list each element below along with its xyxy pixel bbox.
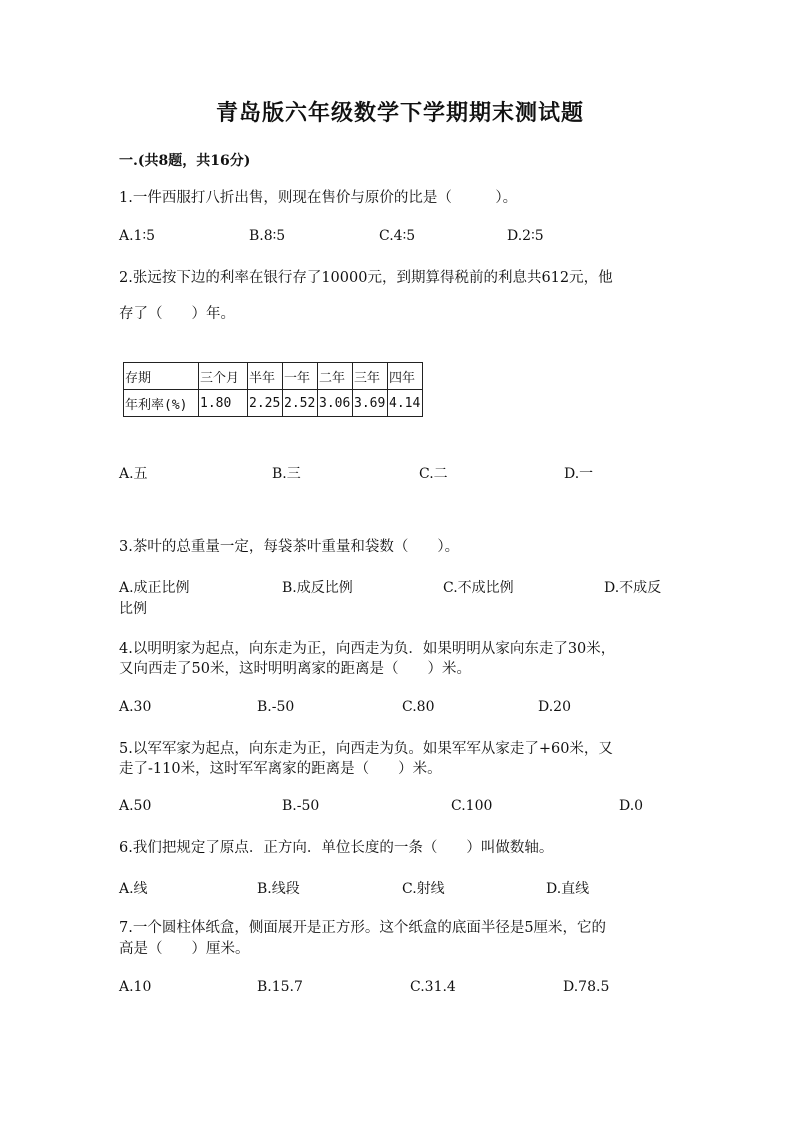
q2-option-b: B.三 <box>272 466 301 482</box>
table-cell: 1.80 <box>199 390 248 417</box>
q6-option-b: B.线段 <box>257 881 300 897</box>
q4-option-d: D.20 <box>538 699 571 715</box>
q1-option-a: A.1∶5 <box>119 228 156 244</box>
q5-option-c: C.100 <box>451 798 493 814</box>
q2-option-c: C.二 <box>419 466 448 482</box>
q1-option-c: C.4∶5 <box>379 228 416 244</box>
table-cell: 4.14 <box>388 390 423 417</box>
q1-option-d: D.2∶5 <box>507 228 544 244</box>
table-header-cell: 存期 <box>124 363 199 390</box>
table-cell: 年利率(%) <box>124 390 199 417</box>
q7-option-b: B.15.7 <box>257 979 303 995</box>
question-2-line-1: 2.张远按下边的利率在银行存了10000元，到期算得税前的利息共612元，他 <box>119 270 613 286</box>
table-cell: 2.52 <box>283 390 318 417</box>
table-header-cell: 一年 <box>283 363 318 390</box>
q3-option-c: C.不成比例 <box>443 580 514 596</box>
table-cell: 3.69 <box>353 390 388 417</box>
q5-option-b: B.-50 <box>282 798 320 814</box>
page-title: 青岛版六年级数学下学期期末测试题 <box>215 100 584 126</box>
q4-option-a: A.30 <box>119 699 152 715</box>
table-header-cell: 三个月 <box>199 363 248 390</box>
table-header-cell: 半年 <box>248 363 283 390</box>
q6-option-d: D.直线 <box>546 881 590 897</box>
q4-option-c: C.80 <box>402 699 435 715</box>
table-cell: 3.06 <box>318 390 353 417</box>
question-4-line-1: 4.以明明家为起点，向东走为正，向西走为负．如果明明从家向东走了30米， <box>119 641 616 657</box>
q2-option-a: A.五 <box>119 466 148 482</box>
q5-option-a: A.50 <box>119 798 152 814</box>
question-7-line-1: 7.一个圆柱体纸盒，侧面展开是正方形。这个纸盒的底面半径是5厘米，它的 <box>119 920 607 936</box>
q3-option-b: B.成反比例 <box>282 580 353 596</box>
q7-option-a: A.10 <box>119 979 152 995</box>
table-header-row <box>124 363 423 390</box>
q3-option-d: D.不成反 <box>604 580 662 596</box>
question-3-text: 3.茶叶的总重量一定，每袋茶叶重量和袋数（ ）。 <box>119 539 460 555</box>
question-5-line-2: 走了-110米，这时军军离家的距离是（ ）米。 <box>119 761 442 777</box>
question-7-line-2: 高是（ ）厘米。 <box>119 941 250 957</box>
q5-option-d: D.0 <box>619 798 644 814</box>
section-heading: 一.(共8题，共16分) <box>119 153 251 169</box>
q3-option-d-continued: 比例 <box>119 601 147 617</box>
question-4-line-2: 又向西走了50米，这时明明离家的距离是（ ）米。 <box>119 661 471 677</box>
q3-option-a: A.成正比例 <box>119 580 190 596</box>
question-2-line-2: 存了（ ）年。 <box>119 306 235 322</box>
question-5-line-1: 5.以军军家为起点，向东走为正，向西走为负。如果军军从家走了+60米，又 <box>119 741 613 757</box>
table-cell: 2.25 <box>248 390 283 417</box>
q7-option-d: D.78.5 <box>563 979 610 995</box>
q1-option-b: B.8∶5 <box>249 228 286 244</box>
table-row <box>124 390 423 417</box>
q6-option-c: C.射线 <box>402 881 445 897</box>
interest-rate-table <box>123 362 423 417</box>
q6-option-a: A.线 <box>119 881 148 897</box>
question-6-text: 6.我们把规定了原点．正方向．单位长度的一条（ ）叫做数轴。 <box>119 840 554 856</box>
table-header-cell: 四年 <box>388 363 423 390</box>
q2-option-d: D.一 <box>564 466 594 482</box>
table-header-cell: 三年 <box>353 363 388 390</box>
question-1-text: 1.一件西服打八折出售，则现在售价与原价的比是（ ）。 <box>119 190 518 206</box>
q4-option-b: B.-50 <box>257 699 295 715</box>
table-header-cell: 二年 <box>318 363 353 390</box>
q7-option-c: C.31.4 <box>410 979 456 995</box>
